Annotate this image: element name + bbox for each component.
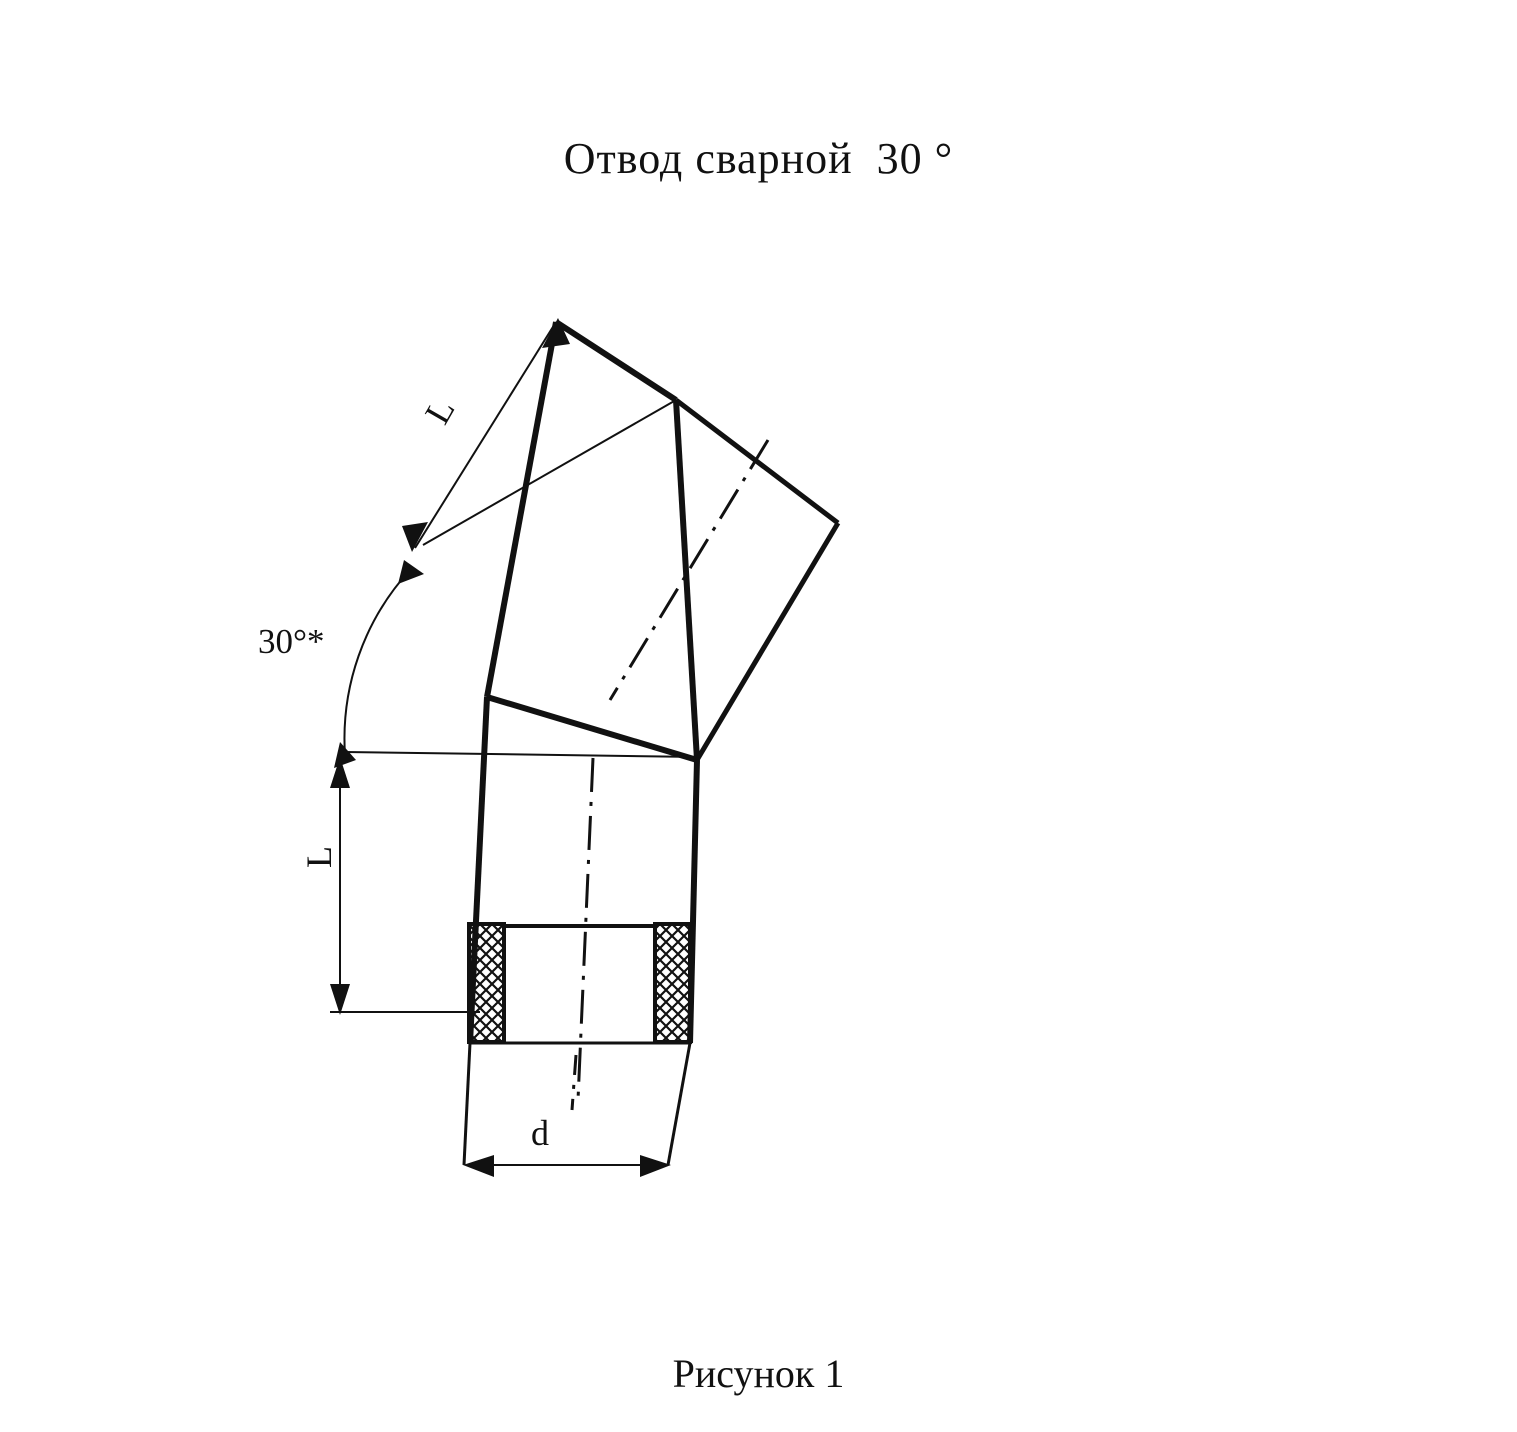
figure-caption: Рисунок 1 (672, 1351, 845, 1396)
lower-length-label: L (299, 846, 339, 868)
upper-length-label: L (416, 391, 463, 431)
upper-pipe-far-edge (676, 400, 838, 760)
upper-pipe-outline (487, 322, 697, 760)
weld-seam-left (469, 924, 504, 1042)
diameter-label: d (531, 1113, 549, 1153)
angle-dimension (344, 400, 700, 757)
figure-title: Отвод сварной 30 ° (563, 134, 954, 183)
angle-arrowheads (334, 560, 424, 768)
weld-seam-right (655, 924, 690, 1042)
angle-label: 30°* (258, 622, 325, 661)
centerline-tail (572, 1055, 576, 1110)
lower-length-dimension (330, 760, 480, 1012)
